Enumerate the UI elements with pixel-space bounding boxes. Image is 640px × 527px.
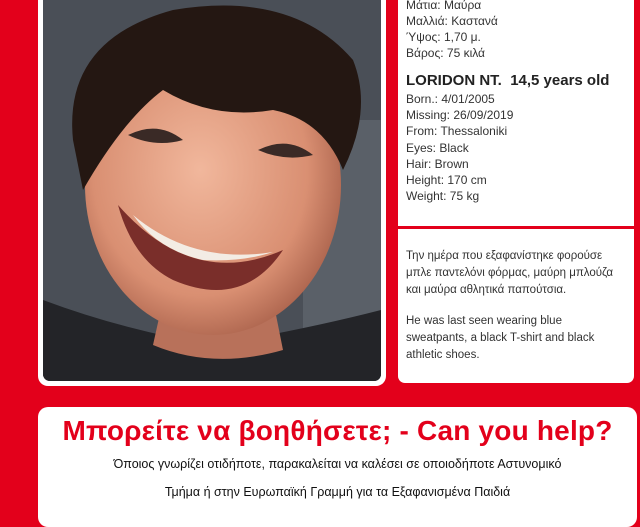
english-hair: Hair: Brown xyxy=(406,156,469,171)
english-born: Born.: 4/01/2005 xyxy=(406,92,495,106)
description-greek: Την ημέρα που εξαφανίστηκε φορούσε μπλε παντελόνι φόρμας, μαύρη μπλούζα και μαύρα αθλητικά παπούτσια. xyxy=(406,250,614,296)
english-weight: Weight: 75 kg xyxy=(406,189,480,204)
english-missing: Missing: 26/09/2019 xyxy=(406,108,514,123)
help-instruction-line-1: Όποιος γνωρίζει οτιδήποτε, παρακαλείται να καλέσει σε οποιοδήποτε Αστυνομικό xyxy=(113,457,562,471)
english-name: LORIDON NT. xyxy=(406,72,502,89)
greek-height: Ύψος: 1,70 μ. xyxy=(406,30,481,44)
info-divider xyxy=(398,226,634,229)
greek-eyes: Μάτια: Μαύρα xyxy=(406,0,482,12)
portrait-illustration xyxy=(43,0,381,381)
english-name-heading xyxy=(406,71,628,91)
info-card xyxy=(395,0,637,386)
help-instruction-line-2: Τμήμα ή στην Ευρωπαϊκή Γραμμή για τα Εξαφανισμένα Παιδιά xyxy=(164,485,511,499)
greek-weight: Βάρος: 75 κιλά xyxy=(406,46,485,60)
info-details xyxy=(406,0,628,204)
help-box xyxy=(38,407,637,527)
description-english: He was last seen wearing blue sweatpants, a black T-shirt and black athletic shoes. xyxy=(406,315,595,361)
help-title: Μπορείτε να βοηθήσετε; - Can you help? xyxy=(62,415,613,446)
photo-frame xyxy=(38,0,386,386)
english-age: 14,5 years old xyxy=(510,72,610,89)
greek-hair: Μαλλιά: Καστανά xyxy=(406,14,498,28)
english-from: From: Thessaloniki xyxy=(406,124,508,139)
missing-child-photo xyxy=(43,0,381,381)
english-eyes: Eyes: Black xyxy=(406,140,469,155)
english-height: Height: 170 cm xyxy=(406,173,487,188)
